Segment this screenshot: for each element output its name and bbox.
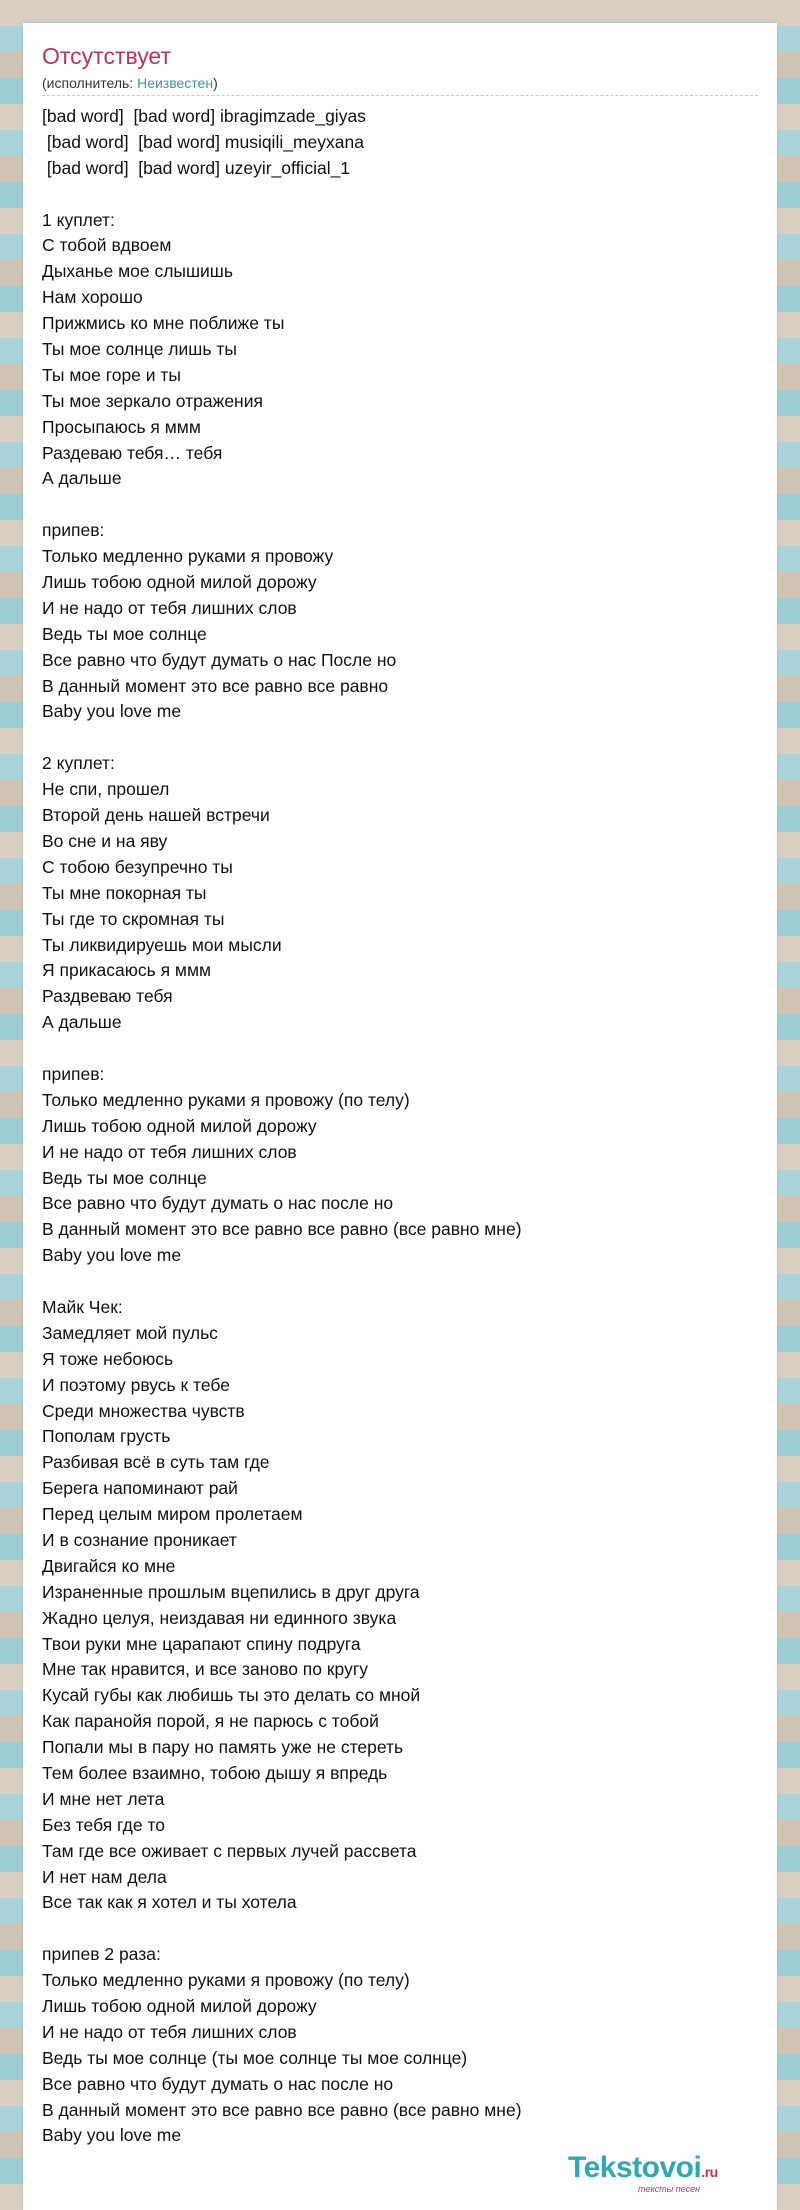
lyric-line: припев 2 раза: [42, 1944, 161, 1965]
lyric-line: [bad word] [bad word] ibragimzade_giyas [42, 106, 366, 126]
performer-link[interactable]: Неизвестен [137, 75, 214, 91]
lyric-line: И нет нам дела [42, 1866, 167, 1887]
lyric-line [42, 725, 752, 751]
lyric-line: Лишь тобою одной милой дорожу [42, 1115, 317, 1136]
lyric-line: Перед целым миром пролетаем [42, 1504, 303, 1525]
lyric-line: 2 куплет: [42, 753, 115, 774]
lyric-line: Майк Чек: [42, 1296, 123, 1317]
lyric-line: Там где все оживает с первых лучей рассвета [42, 1840, 417, 1861]
lyric-line: Прижмись ко мне поближе ты [42, 313, 285, 334]
lyric-line [42, 1036, 752, 1062]
lyric-line: С тобою безупречно ты [42, 856, 233, 877]
lyric-line: Во сне и на яву [42, 830, 168, 851]
lyric-line: Раздвеваю тебя [42, 986, 173, 1007]
lyric-line: [bad word] [bad word] uzeyir_official_1 [42, 157, 351, 178]
lyric-line: Израненные прошлым вцепились в друг друга [42, 1581, 420, 1602]
lyric-line: Жадно целуя, неиздавая ни единного звука [42, 1607, 397, 1628]
lyric-line: Раздеваю тебя… тебя [42, 442, 223, 463]
lyric-line: Пополам грусть [42, 1426, 171, 1447]
lyric-line: Твои руки мне царапают спину подруга [42, 1633, 361, 1654]
lyric-line: Все равно что будут думать о нас после но [42, 2073, 394, 2094]
lyric-line: Все равно что будут думать о нас после но [42, 1193, 394, 1214]
lyric-line: Ведь ты мое солнце [42, 623, 207, 644]
lyric-line: припев: [42, 1063, 105, 1084]
performer-suffix: ) [213, 75, 218, 91]
lyrics-card [23, 23, 777, 2210]
lyric-line: Baby you love me [42, 1245, 182, 1266]
lyric-line: В данный момент это все равно все равно [42, 675, 389, 696]
lyric-line: Все равно что будут думать о нас После но [42, 649, 397, 670]
lyric-line: Ты мое солнце лишь ты [42, 339, 237, 360]
lyric-line: Ведь ты мое солнце (ты мое солнце ты мое солнце) [42, 2047, 468, 2068]
lyric-line [42, 182, 752, 208]
lyric-line [42, 1916, 752, 1942]
lyric-line: Ведь ты мое солнце [42, 1167, 207, 1188]
lyric-line [42, 492, 752, 518]
lyric-line: 1 куплет: [42, 209, 115, 230]
lyric-line: Мне так нравится, и все заново по кругу [42, 1659, 368, 1680]
logo-tagline: тексты песен [638, 2184, 701, 2194]
lyric-line: А дальше [42, 1012, 122, 1033]
lyric-line: Тем более взаимно, тобою дышу я впредь [42, 1763, 388, 1783]
lyric-line: В данный момент это все равно все равно (все равно мне) [42, 2099, 522, 2120]
lyric-line: И в сознание проникает [42, 1529, 237, 1550]
lyric-line: Берега напоминают рай [42, 1478, 238, 1499]
header-divider [42, 95, 758, 96]
performer-line [42, 75, 218, 92]
lyric-line: Ты где то скромная ты [42, 908, 225, 929]
lyric-line: Я тоже небоюсь [42, 1348, 174, 1369]
lyric-line: Лишь тобою одной милой дорожу [42, 1996, 317, 2017]
site-logo[interactable] [568, 2153, 768, 2194]
lyric-line: И не надо от тебя лишних слов [42, 2021, 297, 2042]
lyric-line: Только медленно руками я провожу [42, 546, 334, 567]
logo-tld: .ru [701, 2164, 718, 2180]
performer-prefix: (исполнитель: [42, 75, 138, 91]
song-title: Отсутствует [42, 43, 171, 69]
lyric-line: И поэтому рвусь к тебе [42, 1374, 230, 1395]
lyric-line: И мне нет лета [42, 1788, 165, 1809]
lyric-line: Второй день нашей встречи [42, 805, 270, 826]
lyric-line: Только медленно руками я провожу (по телу) [42, 1970, 410, 1991]
lyric-line: Дыханье мое слышишь [42, 261, 233, 282]
lyric-line: Не спи, прошел [42, 779, 170, 800]
lyric-line: И не надо от тебя лишних слов [42, 597, 297, 618]
lyric-line: Baby you love me [42, 701, 182, 722]
lyric-line: Лишь тобою одной милой дорожу [42, 572, 317, 593]
lyric-line: Я прикасаюсь я ммм [42, 960, 212, 981]
lyric-line: Ты мне покорная ты [42, 882, 207, 903]
lyric-line: Без тебя где то [42, 1814, 166, 1835]
lyric-line: Нам хорошо [42, 287, 143, 308]
lyric-line: С тобой вдвоем [42, 235, 172, 256]
lyric-line: А дальше [42, 468, 122, 489]
lyric-line: Среди множества чувств [42, 1400, 245, 1421]
lyric-line: Попали мы в пару но память уже не стереть [42, 1737, 404, 1758]
lyric-line: Ты ликвидируешь мои мысли [42, 934, 282, 955]
lyric-line: Baby you love me [42, 2125, 182, 2146]
lyric-line: Двигайся ко мне [42, 1555, 176, 1576]
lyric-line: Только медленно руками я провожу (по телу) [42, 1089, 410, 1110]
lyrics-text [42, 104, 752, 2149]
lyric-line: И не надо от тебя лишних слов [42, 1141, 297, 1162]
lyric-line: Кусай губы как любишь ты это делать со мной [42, 1685, 421, 1706]
lyric-line: В данный момент это все равно все равно (все равно мне) [42, 1219, 522, 1240]
lyric-line: Ты мое горе и ты [42, 364, 182, 385]
lyric-line: Замедляет мой пульс [42, 1322, 218, 1343]
lyric-line: припев: [42, 520, 105, 541]
lyric-line: Разбивая всё в суть там где [42, 1452, 270, 1473]
lyric-line [42, 1269, 752, 1295]
lyric-line: Как паранойя порой, я не парюсь с тобой [42, 1711, 379, 1732]
lyric-line: Все так как я хотел и ты хотела [42, 1892, 297, 1913]
lyric-line: [bad word] [bad word] musiqili_meyxana [42, 131, 364, 152]
lyric-line: Просыпаюсь я ммм [42, 416, 201, 437]
lyric-line: Ты мое зеркало отражения [42, 390, 263, 411]
logo-name: Tekstovoi [568, 2151, 702, 2184]
